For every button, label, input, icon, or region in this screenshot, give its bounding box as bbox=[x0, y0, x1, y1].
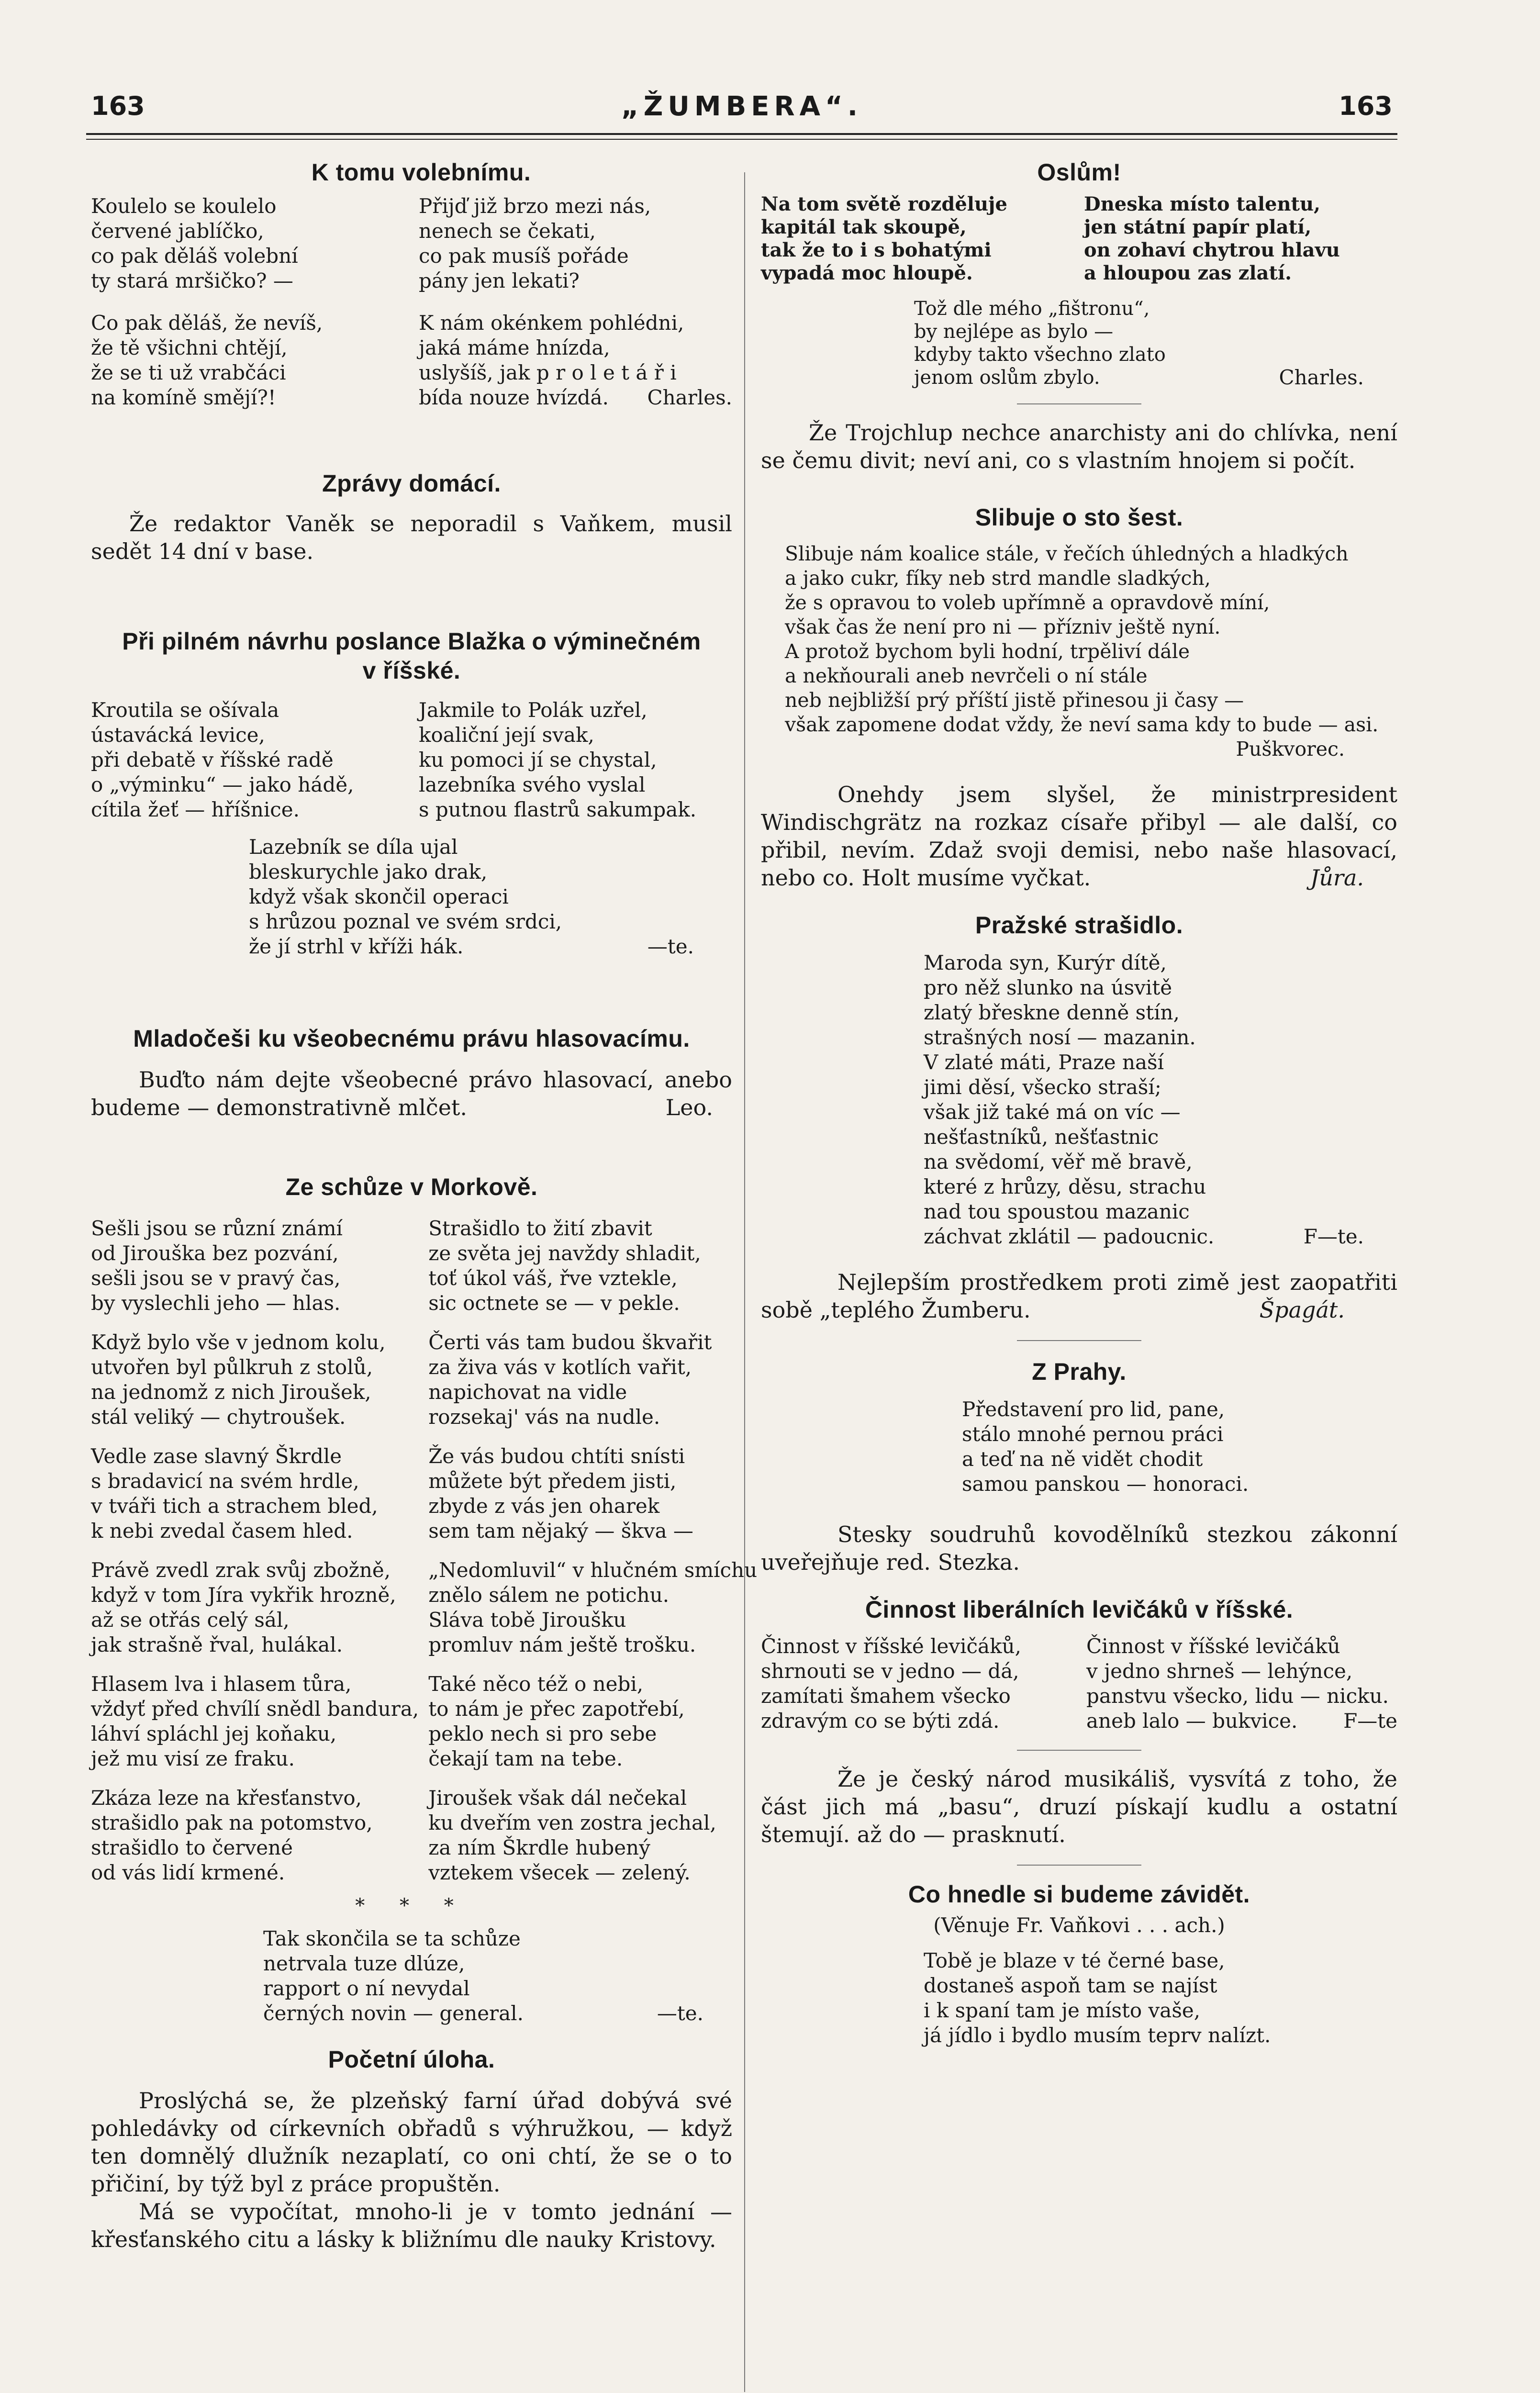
verse-line: červené jablíčko, bbox=[91, 219, 264, 243]
verse-line: a jako cukr, fíky neb strd mandle sladkých, bbox=[785, 567, 1211, 590]
newspaper-title: „ŽUMBERA“. bbox=[621, 91, 863, 122]
verse-line: Jiroušek však dál nečekal bbox=[428, 1786, 687, 1810]
signature: F—te. bbox=[1303, 1225, 1364, 1248]
verse-line: nad tou spoustou mazanic bbox=[924, 1200, 1190, 1223]
verse-line: v tváři tich a strachem bled, bbox=[91, 1494, 378, 1518]
poem-column bbox=[91, 194, 404, 410]
stanza bbox=[419, 311, 732, 410]
stanza bbox=[91, 1444, 419, 1543]
article-zpravy bbox=[91, 469, 732, 613]
stanza bbox=[428, 1330, 757, 1430]
verse-line: Zkáza leze na křesťanstvo, bbox=[91, 1786, 362, 1810]
article-morkove bbox=[91, 1173, 758, 2026]
verse-line: ku pomoci jí se chystal, bbox=[419, 748, 657, 772]
verse-line: nenech se čekati, bbox=[419, 219, 596, 243]
article-mladocesi bbox=[91, 1024, 732, 1158]
article-text bbox=[91, 1066, 732, 1121]
right-column bbox=[761, 158, 1397, 2048]
verse-line: strašidlo pak na potomstvo, bbox=[91, 1811, 373, 1834]
verse-line: k nebi zvedal časem hled. bbox=[91, 1519, 353, 1543]
left-column bbox=[91, 158, 758, 2253]
verse-line: Také něco též o nebi, bbox=[428, 1672, 644, 1696]
verse-line: lazebníka svého vyslal bbox=[419, 773, 646, 796]
verse-line: Právě zvedl zrak svůj zbožně, bbox=[91, 1558, 391, 1582]
verse-line: že se ti už vrabčáci bbox=[91, 361, 286, 384]
stanza bbox=[91, 1558, 419, 1657]
verse-line: můžete být předem jisti, bbox=[428, 1469, 677, 1493]
article-trojchlup: Že Trojchlup nechce anarchisty ani do chlívka, není se čemu divit; neví ani, co s vlastním hnojem si počít. bbox=[761, 420, 1397, 473]
article-cinnost bbox=[761, 1595, 1397, 1751]
article-title: Slibuje o sto šest. bbox=[975, 504, 1183, 531]
verse-line: kapitál tak skoupě, bbox=[761, 216, 967, 238]
article-title: Co hnedle si budeme závidět. bbox=[908, 1881, 1250, 1908]
verse-line: já jídlo i bydlo musím teprv nalízt. bbox=[924, 2024, 1271, 2047]
verse-line: láhví spláchl jej koňaku, bbox=[91, 1722, 337, 1745]
verse-line: bleskurychle jako drak, bbox=[249, 860, 488, 883]
verse-line: koaliční její svak, bbox=[419, 723, 594, 747]
verse-line: strašidlo to červené bbox=[91, 1836, 293, 1859]
verse-line: Že vás budou chtíti snísti bbox=[428, 1444, 685, 1468]
verse-line: s hrůzou poznal ve svém srdci, bbox=[249, 910, 562, 933]
verse-line: Hlasem lva i hlasem tůra, bbox=[91, 1672, 352, 1696]
stanza bbox=[91, 311, 404, 410]
verse-line: ze světa jej navždy shladit, bbox=[428, 1241, 701, 1265]
verse-line: na komíně smějí?! bbox=[91, 386, 276, 409]
verse-line: bída nouze hvízdá. bbox=[419, 386, 609, 409]
stanza bbox=[91, 1330, 419, 1430]
verse-line: Kroutila se ošívala bbox=[91, 698, 279, 722]
verse-line: Sešli jsou se různí známí bbox=[91, 1217, 343, 1240]
article-prazske bbox=[761, 911, 1397, 1249]
verse-line: Sláva tobě Jiroušku bbox=[428, 1608, 626, 1632]
article-title: Činnost liberálních levičáků v říšské. bbox=[865, 1596, 1294, 1623]
signature: Jůra. bbox=[1310, 865, 1364, 891]
article-title: Mladočeši ku všeobecnému právu hlasovacímu. bbox=[133, 1025, 690, 1052]
verse-line: zamítati šmahem všecko bbox=[761, 1684, 1011, 1708]
verse-line: nešťastníků, nešťastnic bbox=[924, 1125, 1159, 1149]
article-title: Početní úloha. bbox=[328, 2046, 495, 2073]
stanza bbox=[91, 194, 404, 293]
verse-line: uslyšíš, jak p r o l e t á ř i bbox=[419, 361, 677, 384]
verse-line: utvořen byl půlkruh z stolů, bbox=[91, 1355, 373, 1379]
verse-line: „Nedomluvil“ v hlučném smíchu bbox=[428, 1558, 758, 1582]
separator bbox=[1017, 1750, 1141, 1751]
verse-line: vždyť před chvílí snědl bandura, bbox=[91, 1697, 419, 1721]
verse-line: za živa vás v kotlích vařit, bbox=[428, 1355, 692, 1379]
verse-line: že tě všichni chtějí, bbox=[91, 336, 288, 359]
verse-line: ústavácká levice, bbox=[91, 723, 265, 747]
verse-line: Tobě je blaze v té černé base, bbox=[924, 1949, 1225, 1972]
verse-line: Tak skončila se ta schůze bbox=[263, 1927, 521, 1950]
verse-line: by nejlépe as bylo — bbox=[914, 321, 1114, 343]
verse-line: promluv nám ještě trošku. bbox=[428, 1633, 696, 1656]
article-slibuje bbox=[761, 503, 1397, 761]
verse-line: které z hrůzy, děsu, strachu bbox=[924, 1175, 1206, 1198]
verse-line: peklo nech si pro sebe bbox=[428, 1722, 657, 1745]
verse-line: a nekňourali aneb nevrčeli o ní stále bbox=[785, 664, 1148, 687]
verse-line: netrvala tuze dlúze, bbox=[263, 1952, 465, 1975]
verse-line: kdyby takto všechno zlato bbox=[914, 344, 1166, 366]
verse-line: až se otřás celý sál, bbox=[91, 1608, 290, 1632]
verse-line: však již také má on víc — bbox=[924, 1100, 1181, 1124]
verse-line: K nám okénkem pohlédni, bbox=[419, 311, 684, 335]
verse-line: s bradavicí na svém hrdle, bbox=[91, 1469, 359, 1493]
article-text-body: Onehdy jsem slyšel, že ministrpresident Windischgrätz na rozkaz císaře přibyl — ale další, co přibil, nevím. Zdaž svoji demisi, nebo naše hlasovací, nebo co. Holt musíme vyčkat. bbox=[761, 782, 1397, 891]
verse-line: o „výminku“ — jako hádě, bbox=[91, 773, 354, 796]
verse-line: jenom oslům zbylo. bbox=[914, 367, 1100, 389]
header-rule bbox=[86, 133, 1397, 135]
verse-line: od Jirouška bez pozvání, bbox=[91, 1241, 339, 1265]
verse-line: co pak musíš pořáde bbox=[419, 244, 629, 268]
verse-line: jaká máme hnízda, bbox=[419, 336, 610, 359]
verse-line: toť úkol váš, řve vztekle, bbox=[428, 1266, 678, 1290]
verse-line: Přijď již brzo mezi nás, bbox=[419, 194, 651, 218]
verse-line: V zlaté máti, Praze naší bbox=[924, 1051, 1164, 1074]
verse-line: Tož dle mého „fištronu“, bbox=[914, 298, 1150, 320]
verse-line: Když bylo vše v jednom kolu, bbox=[91, 1331, 386, 1354]
verse-line: Strašidlo to žití zbavit bbox=[428, 1217, 652, 1240]
verse-line: neb nejbližší prý příští jistě přinesou ji časy — bbox=[785, 689, 1244, 712]
verse-line: jimi děsí, všecko straší; bbox=[924, 1075, 1161, 1099]
verse-line: pány jen lekati? bbox=[419, 269, 580, 292]
poem-column bbox=[1074, 193, 1397, 285]
article-pocetni bbox=[91, 2045, 732, 2253]
verse-line: znělo sálem ne potichu. bbox=[428, 1583, 670, 1607]
verse-line: za ním Škrdle hubený bbox=[428, 1836, 650, 1859]
poem-stanza-center bbox=[914, 297, 1397, 389]
article-blazek bbox=[91, 627, 732, 1010]
article-title-line-1: Při pilném návrhu poslance Blažka o výminečném bbox=[122, 628, 701, 655]
verse-line: sešli jsou se v pravý čas, bbox=[91, 1266, 341, 1290]
verse-line: však zapomene dodat vždy, že neví sama kdy to bude — asi. bbox=[785, 713, 1379, 736]
verse-line: a teď na ně vidět chodit bbox=[962, 1447, 1203, 1471]
verse-line: Slibuje nám koalice stále, v řečích úhledných a hladkých bbox=[785, 542, 1349, 565]
signature: Charles. bbox=[647, 386, 732, 409]
verse-line: i k spaní tam je místo vaše, bbox=[924, 1999, 1201, 2022]
verse-line: zdravým co se býti zdá. bbox=[761, 1709, 1000, 1733]
poem-stanza-center bbox=[249, 835, 732, 959]
article-title: Pražské strašidlo. bbox=[975, 912, 1183, 939]
verse-line: A protož bychom byli hodní, trpěliví dále bbox=[785, 640, 1190, 663]
verse-line: rozsekaj' vás na nudle. bbox=[428, 1405, 660, 1429]
stanza bbox=[428, 1558, 757, 1657]
verse-line: by vyslechli jeho — hlas. bbox=[91, 1291, 341, 1315]
verse-line: v jedno shrneš — lehýnce, bbox=[1086, 1659, 1353, 1683]
verse-line: on zohaví chytrou hlavu bbox=[1084, 239, 1340, 261]
verse-line: čekají tam na tebe. bbox=[428, 1747, 623, 1770]
verse-line: Lazebník se díla ujal bbox=[249, 835, 458, 859]
signature: —te. bbox=[657, 2002, 703, 2025]
signature: —te. bbox=[647, 935, 694, 958]
verse-line: Co pak děláš, že nevíš, bbox=[91, 311, 323, 335]
verse-line: když v tom Jíra vykřik hrozně, bbox=[91, 1583, 396, 1607]
stanza bbox=[428, 1444, 757, 1543]
separator bbox=[1017, 1340, 1141, 1341]
verse-line: Činnost v říšské levičáků bbox=[1086, 1634, 1340, 1658]
verse-line: jež mu visí ze fraku. bbox=[91, 1747, 295, 1770]
article-volebni bbox=[91, 158, 732, 469]
page-header bbox=[91, 91, 1393, 129]
article-paragraph: Má se vypočítat, mnoho-li je v tomto jednání — křesťanského citu a lásky k bližnímu dle nauky Kristovy. bbox=[91, 2199, 732, 2252]
verse-line: Na tom světě rozděluje bbox=[761, 193, 1007, 215]
article-title: Ze schůze v Morkově. bbox=[285, 1174, 538, 1200]
poem-column bbox=[404, 194, 732, 410]
verse-line: dostaneš aspoň tam se najíst bbox=[924, 1974, 1217, 1997]
verse-line: a hloupou zas zlatí. bbox=[1084, 262, 1292, 284]
article-zima bbox=[761, 1268, 1397, 1324]
separator bbox=[1017, 1865, 1141, 1866]
signature: Charles. bbox=[1279, 366, 1364, 389]
verse-line: to nám je přec zapotřebí, bbox=[428, 1697, 685, 1721]
verse-line: tak že to i s bohatými bbox=[761, 239, 992, 261]
stanza bbox=[419, 194, 732, 293]
article-oslum bbox=[761, 158, 1397, 404]
verse-line: ku dveřím ven zostra jechal, bbox=[428, 1811, 716, 1834]
signature: Leo. bbox=[665, 1095, 713, 1120]
verse-line: zbyde z vás jen oharek bbox=[428, 1494, 660, 1518]
article-stesky: Stesky soudruhů kovodělníků stezkou zákonní uveřejňuje red. Stezka. bbox=[761, 1521, 1397, 1575]
verse-line: černých novin — general. bbox=[263, 2002, 524, 2025]
verse-line: Představení pro lid, pane, bbox=[962, 1398, 1225, 1421]
article-title: Zprávy domácí. bbox=[322, 470, 501, 497]
verse-line: shrnouti se v jedno — dá, bbox=[761, 1659, 1019, 1683]
separator bbox=[1017, 403, 1141, 404]
page-number-left: 163 bbox=[91, 91, 145, 121]
stanza bbox=[428, 1672, 757, 1771]
verse-line: pro něž slunko na úsvitě bbox=[924, 976, 1172, 999]
verse-line: stálo mnohé pernou práci bbox=[962, 1422, 1224, 1446]
article-text-body: Nejlepším prostředkem proti zimě jest zaopatřiti sobě „teplého Žumberu. bbox=[761, 1269, 1397, 1323]
verse-line: že jí strhl v kříži hák. bbox=[249, 935, 464, 958]
verse-line: Čerti vás tam budou škvařit bbox=[428, 1331, 712, 1354]
article-title-line-2: v říšské. bbox=[362, 657, 461, 684]
stanza bbox=[428, 1786, 757, 1885]
stanza bbox=[91, 1672, 419, 1771]
verse-line: ty stará mršičko? — bbox=[91, 269, 293, 292]
article-musikalis: Že je český národ musikáliš, vysvítá z toho, že část jich má „basu“, druzí pískají kudlu a ostatní štemují. až do — prasknutí. bbox=[761, 1766, 1397, 1847]
stanza bbox=[91, 1786, 419, 1885]
poem-column bbox=[761, 1634, 1072, 1733]
stanza bbox=[428, 1216, 757, 1316]
article-title: Oslům! bbox=[1037, 159, 1121, 186]
article-zavidet bbox=[761, 1880, 1397, 2048]
poem-stanza-final bbox=[263, 1926, 732, 2026]
verse-line: jak strašně řval, hulákal. bbox=[91, 1633, 343, 1656]
verse-line: na svědomí, věř mě bravě, bbox=[924, 1150, 1193, 1174]
article-prahy bbox=[761, 1357, 1397, 1497]
verse-line: zlatý břeskne denně stín, bbox=[924, 1001, 1180, 1024]
verse-line: při debatě v říšské radě bbox=[91, 748, 334, 772]
verse-line: sem tam nějaký — škva — bbox=[428, 1519, 693, 1543]
verse-line: Činnost v říšské levičáků, bbox=[761, 1634, 1021, 1658]
verse-line: co pak děláš volební bbox=[91, 244, 298, 268]
verse-line: záchvat zklátil — padoucnic. bbox=[924, 1225, 1215, 1248]
verse-line: rapport o ní nevydal bbox=[263, 1977, 470, 2000]
verse-line: napichovat na vidle bbox=[428, 1380, 627, 1404]
verse-line: cítila žeť — hříšnice. bbox=[91, 798, 300, 821]
signature: Špagát. bbox=[1259, 1297, 1345, 1323]
article-title: K tomu volebnímu. bbox=[311, 159, 531, 186]
signature: Puškvorec. bbox=[1236, 738, 1345, 760]
poem-column bbox=[419, 1216, 757, 1885]
verse-line: když však skončil operaci bbox=[249, 885, 509, 908]
verse-line: panstvu všecko, lidu — nicku. bbox=[1086, 1684, 1389, 1708]
verse-line: strašných nosí — mazanin. bbox=[924, 1026, 1196, 1049]
verse-line: stál veliký — chytroušek. bbox=[91, 1405, 346, 1429]
article-title: Z Prahy. bbox=[1032, 1358, 1127, 1385]
verse-line: Koulelo se koulelo bbox=[91, 194, 277, 218]
verse-line: vypadá moc hloupě. bbox=[761, 262, 973, 284]
article-text-body: Buďto nám dejte všeobecné právo hlasovací, anebo budeme — demonstrativně mlčet. bbox=[91, 1067, 732, 1120]
verse-line: jen státní papír platí, bbox=[1084, 216, 1312, 238]
verse-line: samou panskou — honoraci. bbox=[962, 1472, 1249, 1496]
verse-line: s putnou flastrů sakumpak. bbox=[419, 798, 697, 821]
signature: F—te bbox=[1343, 1709, 1397, 1733]
verse-line: od vás lidí krmené. bbox=[91, 1861, 285, 1884]
article-windischgratz bbox=[761, 781, 1397, 892]
poem-column bbox=[761, 193, 1074, 285]
verse-line: sic octnete se — v pekle. bbox=[428, 1291, 680, 1315]
article-paragraph: Proslýchá se, že plzeňský farní úřad dobývá své pohledávky od církevních obřadů s výhružkou, — když ten domnělý dlužník nezaplatí, co oni chtí, že se o to přičiní, by týž byl z práce propuštěn. bbox=[91, 2088, 732, 2197]
section-stars: * * * bbox=[355, 1895, 468, 1917]
header-rule-thin bbox=[86, 139, 1397, 140]
verse-line: však čas že není pro ni — přízniv ještě nyní. bbox=[785, 615, 1221, 638]
poem-column bbox=[91, 698, 404, 822]
verse-line: Dneska místo talentu, bbox=[1084, 193, 1321, 215]
stanza bbox=[91, 1216, 419, 1316]
verse-line: aneb lalo — bukvice. bbox=[1086, 1709, 1298, 1733]
page-number-right: 163 bbox=[1339, 91, 1393, 121]
verse-line: Jakmile to Polák uzřel, bbox=[419, 698, 647, 722]
dedication: (Věnuje Fr. Vaňkovi . . . ach.) bbox=[933, 1913, 1225, 1937]
verse-line: že s opravou to voleb upřímně a opravdově míní, bbox=[785, 591, 1270, 614]
poem-column bbox=[404, 698, 732, 822]
poem-column bbox=[91, 1216, 419, 1885]
article-text: Že redaktor Vaněk se neporadil s Vaňkem, musil sedět 14 dní v base. bbox=[91, 511, 732, 564]
verse-line: na jednomž z nich Jiroušek, bbox=[91, 1380, 371, 1404]
verse-line: Maroda syn, Kurýr dítě, bbox=[924, 951, 1167, 974]
verse-line: vztekem všecek — zelený. bbox=[428, 1861, 691, 1884]
verse-line: Vedle zase slavný Škrdle bbox=[91, 1444, 342, 1468]
